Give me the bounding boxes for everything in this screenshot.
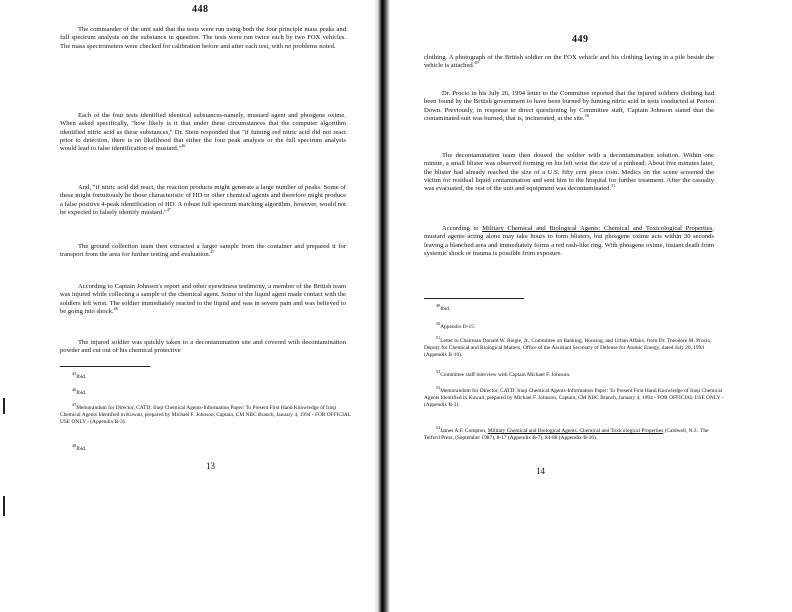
paragraph: According to Military Chemical and Biological Agents: Chemical and Toxicological Properties, mustard agents acting alone may take hours to form blisters, but phosgene oxime acts within 30 seconds leaving a blanched area and immediately forms a red rash-like ring. With phosgene oxime, instant death from systemic shock or trauma is possible from exposure. xyxy=(424,225,714,257)
footnote-ref: 46 xyxy=(181,143,186,148)
paragraph: clothing. A photograph of the British soldier on the FOX vehicle and his clothing laying in a pile beside the vehicle is attached.$^{49}$ xyxy=(424,54,714,70)
paragraph: Dr. Procio in his July 26, 1994 letter to the Committee reported that the injured soldiers clothing had been found by the British government to have been burned by fuming nitric acid in tests conducted at Porton Down. Previously, in response to direct questioning by Committee staff, Captain Johnson stated that the contaminated suit was burned, that is, incinerated, at the site.$^{50}$ xyxy=(424,90,714,122)
paragraph: And, "if nitric acid did react, the reaction products might generate a large number of peaks. Some of these might fortuitously be those characteristic of HD or other chemical agents and therefore might produce a false positive 4-peak identification of HD. A robust full spectrum matching algorithm, however, would not be expected to falsely identify mustard."$^{47}$ xyxy=(60,184,346,216)
footnote-ref: 47 xyxy=(210,249,215,255)
footnote-ref: 48 xyxy=(113,305,118,311)
right-page xyxy=(386,0,792,612)
footnote: $^{51}$Letter to Chairman Donald W. Riegle, Jr., Committee on Banking, Housing, and Urban Affairs, from Dr. Theodore M. Procio, Deputy for Chemical and Biological Matters, Office of the Assistant Secretary of Defense for Atomic Energy, dated July 26, 1994 (Appendix B-10). xyxy=(424,335,712,358)
page-footer-number: 13 xyxy=(206,461,215,471)
cited-title: Military Chemical and Biological Agents: Chemical and Toxicological Properties xyxy=(487,428,664,434)
paragraph: The injured soldier was quickly taken to a decontamination site and covered with decontamination powder and cut out of his chemical protective xyxy=(60,339,346,355)
footnote-ref: 51 xyxy=(611,183,616,188)
footnote-ref: 47 xyxy=(166,206,171,212)
left-page xyxy=(0,0,384,612)
footnote: $^{50}$Appendix D-15 xyxy=(436,321,474,330)
paragraph: Each of the four tests identified identical substances-namely, mustard agent and phosgene oxime. When asked specifically, "how likely is it that under these circumstances that the computer algorithm identified nitric acid as these substances," Dr. Stein responded that "if fuming red nitric acid did not react prior to detection, there is no likelihood that either the four peak analysis or the full spectrum analysis would lead to false identification of mustard."$^{46}$ xyxy=(60,112,346,153)
footnote: $^{52}$Committee staff interview with Captain Michael F. Johnson. xyxy=(436,369,571,378)
footnote-ref: 50 xyxy=(584,112,589,118)
footnote: $^{48}$Ibid. xyxy=(72,443,87,452)
page-header-number: 449 xyxy=(572,34,589,45)
footnote-ref: 49 xyxy=(474,60,479,66)
footnote: $^{53}$Memorandum for Director, CATD: Iraqi Chemical Agents-Information Paper: To Present First Hand Knowledge of Iraqi Chemical Agents Identified in Kuwait, prepared by Michael F. Johnson, Captain, CM NBC Branch, January 4, 1994 - FOR OFFICIAL USE ONLY - (Appendix B-3). xyxy=(424,385,724,408)
footnote-rule xyxy=(60,366,150,367)
paragraph: The commander of the unit said that the tests were run using both the four principle mass peaks and full spectrum analysis on the substance in question. The tests were run twice each by two FOX vehicles. The mass spectrometers were checked for calibration before and after each test, with no problems noted. xyxy=(60,26,346,50)
paragraph: According to Captain Johnson's report and other eyewitness testimony, a member of the British team was injured while collecting a sample of the chemical agent. Some of the liquid agent made contact with the soldiers left wrist. The soldier immediately reacted to the liquid and was in severe pain and was believed to be going into shock.$^{48}$ xyxy=(60,283,346,315)
scan-mark xyxy=(3,496,5,516)
paragraph: The ground collection team then extracted a larger sample from the container and prepared it for transport from the area for further testing and evaluation.$^{47}$ xyxy=(60,243,346,259)
cited-title: Military Chemical and Biological Agents: Chemical and Toxicological Properties xyxy=(482,225,713,232)
paragraph: The decontamination team then doused the soldier with a decontamination solution. Within one minute, a small blister was observed forming on his left wrist the size of a pinhead. About five minutes later, the blister had already reached the size of a U.S. fifty cent piece coin. Medics on the scene screened the victim for residual liquid contamination and sent him to the hospital for further treatment. After the casualty was evacuated, the rest of the unit and equipment was decontaminated.$^{51}$ xyxy=(424,152,714,193)
footnote: $^{49}$Ibid. xyxy=(436,303,451,312)
footnote: $^{45}$Ibid. xyxy=(72,371,87,380)
footnote: $^{47}$Memorandum for Director, CATD: Iraqi Chemical Agents-Information Paper: To Present First Hand Knowledge of Iraqi Chemical Agents Identified in Kuwait, prepared by Michael F. Johnson, Captain, CM NBC Branch, January 4, 1994 - FOR OFFICIAL USE ONLY - (Appendix B-3). xyxy=(60,402,351,425)
footnote: $^{54}$James A.F. Compton, Military Chemical and Biological Agents: Chemical and Toxicological Properties (Caldwell, N.J.: The Telford Press, (September 1987), 8-17 (Appendix B-7), 84-88 (Appendix B-16). xyxy=(424,425,709,441)
page-footer-number: 14 xyxy=(536,466,545,476)
footnote: $^{46}$Ibid. xyxy=(72,387,87,396)
scan-mark xyxy=(3,398,5,414)
page-header-number: 448 xyxy=(192,4,209,15)
footnote-rule xyxy=(424,298,524,299)
